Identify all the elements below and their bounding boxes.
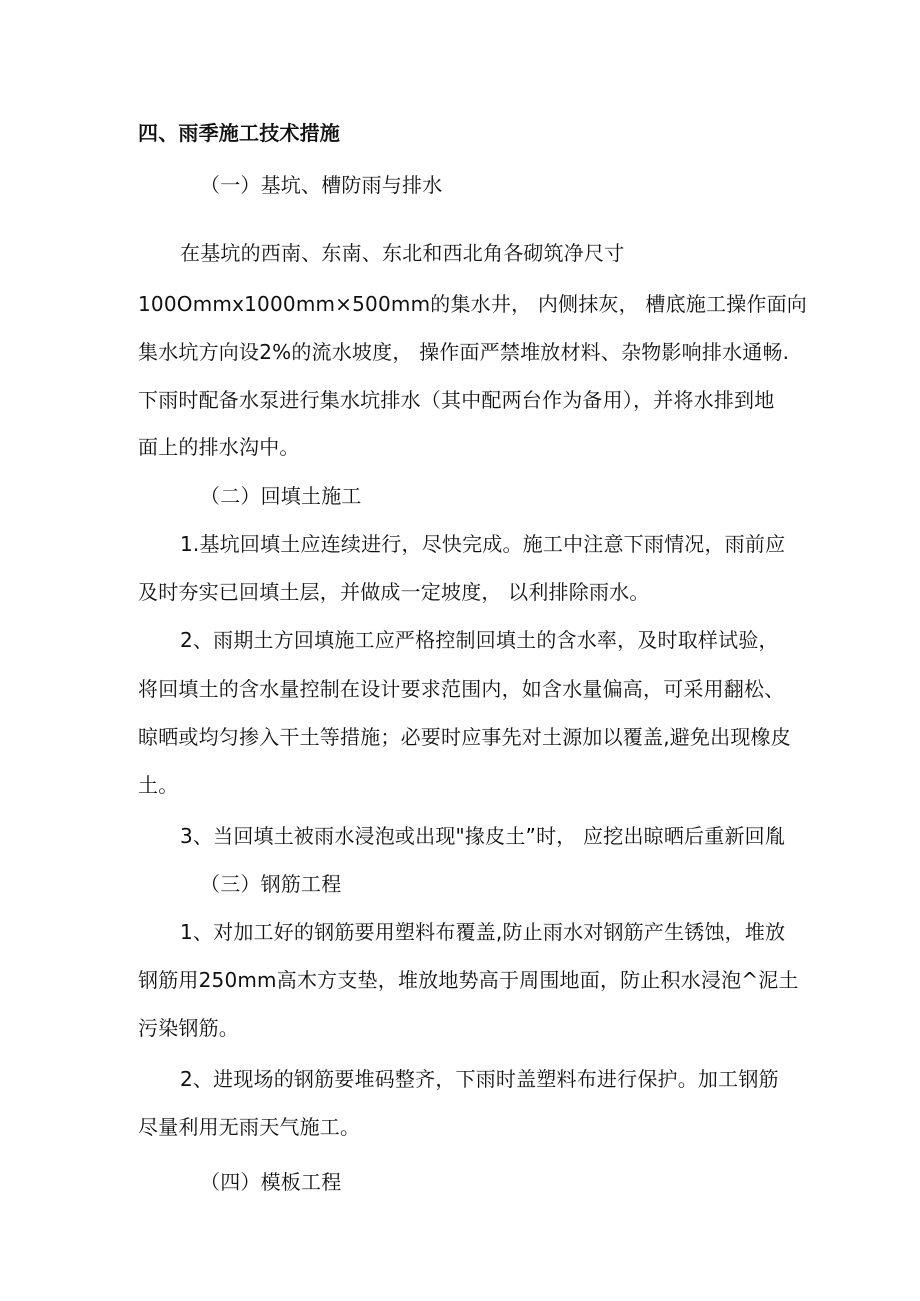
paragraph-line: 1、对加工好的钢筋要用塑料布覆盖,防止雨水对钢筋产生锈蚀，堆放 bbox=[180, 920, 786, 944]
subsection-heading-4: （四）模板工程 bbox=[200, 1170, 342, 1194]
paragraph-line: 土。 bbox=[138, 773, 179, 797]
paragraph-line: 3、当回填土被雨水浸泡或出现"掾皮土”时， 应挖出晾晒后重新回胤 bbox=[180, 824, 786, 848]
paragraph-line: 面上的排水沟中。 bbox=[138, 435, 300, 459]
paragraph-line: 将回填土的含水量控制在设计要求范围内，如含水量偏高，可采用翻松、 bbox=[138, 677, 785, 701]
paragraph-line: 及时夯实已回填土层，并做成一定坡度， 以利排除雨水。 bbox=[138, 580, 650, 604]
subsection-heading-3: （三）钢筋工程 bbox=[200, 872, 342, 896]
paragraph-line: 污染钢筋。 bbox=[138, 1016, 239, 1040]
section-title: 四、雨季施工技术措施 bbox=[138, 121, 340, 145]
paragraph-line: 2、进现场的钢筋要堆码整齐，下雨时盖塑料布进行保护。加工钢筋 bbox=[180, 1067, 779, 1091]
paragraph-line: 在基坑的西南、东南、东北和西北角各砌筑净尺寸 bbox=[180, 241, 625, 265]
paragraph-line: 2、雨期土方回填施工应严格控制回填土的含水率，及时取样试验， bbox=[180, 628, 779, 652]
subsection-heading-2: （二）回填土施工 bbox=[200, 484, 362, 508]
paragraph-line: 晾晒或均匀掺入干土等措施；必要时应事先对土源加以覆盖,避免出现橡皮 bbox=[138, 725, 791, 749]
paragraph-line: 100Ommx1000mm×500mm的集水井， 内侧抹灰， 槽底施工操作面向 bbox=[138, 292, 807, 316]
paragraph-line: 下雨时配备水泵进行集水坑排水（其中配两台作为备用），并将水排到地 bbox=[138, 388, 775, 412]
paragraph-line: 集水坑方向设2%的流水坡度， 操作面严禁堆放材料、杂物影响排水通畅. bbox=[138, 340, 790, 364]
paragraph-line: 钢筋用250mm高木方支垫，堆放地势高于周围地面，防止积水浸泡^泥土 bbox=[138, 968, 799, 992]
paragraph-line: 尽量利用无雨天气施工。 bbox=[138, 1115, 361, 1139]
paragraph-line: 1.基坑回填土应连续进行，尽快完成。施工中注意下雨情况，雨前应 bbox=[180, 532, 786, 556]
subsection-heading-1: （一）基坑、槽防雨与排水 bbox=[200, 173, 443, 197]
